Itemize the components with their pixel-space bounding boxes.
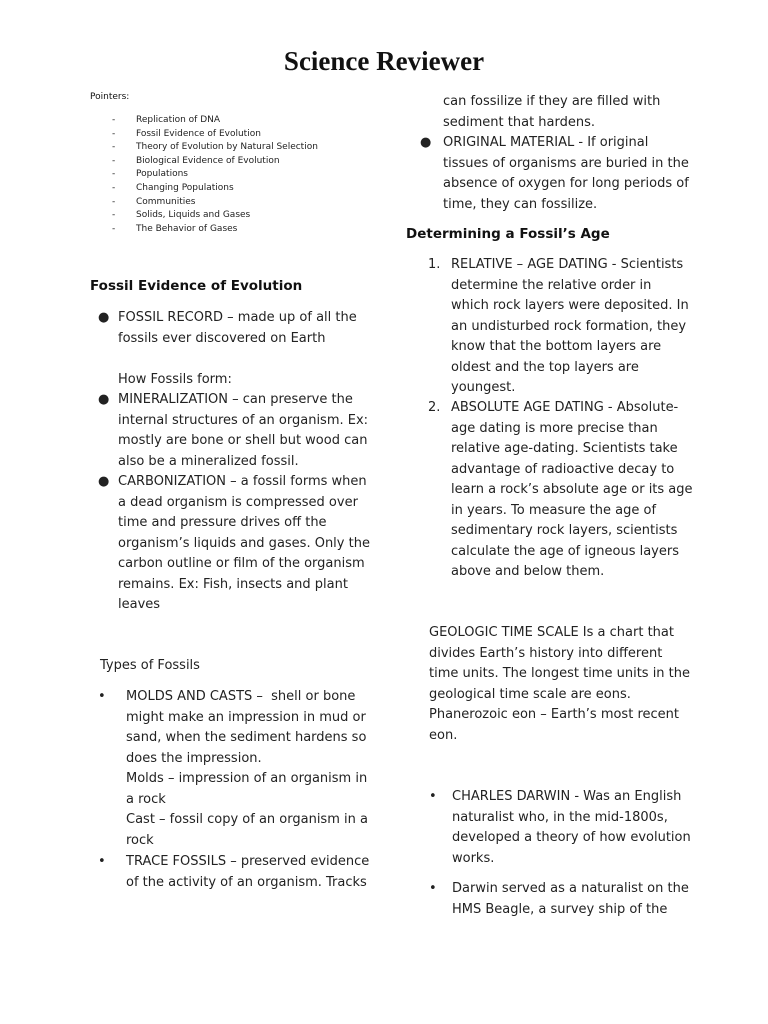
text-line: carbon outline or film of the organism — [118, 556, 365, 571]
pointer-item: - The Behavior of Gases — [112, 223, 318, 237]
list-number: 2. — [428, 400, 441, 415]
text-line: time, they can fossilize. — [443, 196, 598, 212]
pointers-label: Pointers: — [90, 92, 130, 102]
text-line: developed a theory of how evolution — [452, 830, 691, 845]
text-line: oldest and the top layers are — [451, 359, 639, 375]
text-line: leaves — [118, 597, 161, 612]
text-line: youngest. — [451, 380, 516, 395]
pointer-item: - Fossil Evidence of Evolution — [112, 128, 318, 142]
page-title: Science Reviewer — [283, 46, 485, 76]
text-line: tissues of organisms are buried in the — [443, 155, 689, 171]
text-line: time and pressure drives off the — [118, 515, 327, 530]
bullet-dot-icon: • — [98, 689, 106, 704]
pointer-item: - Biological Evidence of Evolution — [112, 155, 318, 169]
text-line: sand, when the sediment hardens so — [126, 730, 367, 745]
bullet-dot-icon: ● — [98, 474, 110, 489]
text-line: FOSSIL RECORD – made up of all the — [118, 310, 357, 325]
continued-text — [443, 92, 660, 133]
types-of-fossils-heading: Types of Fossils — [100, 658, 200, 673]
text-line: mostly are bone or shell but wood can — [118, 433, 368, 448]
text-line: TRACE FOSSILS – preserved evidence — [126, 854, 370, 869]
text-line: sedimentary rock layers, scientists — [451, 523, 678, 538]
text-line: internal structures of an organism. Ex: — [118, 412, 369, 428]
text-line: advantage of radioactive decay to — [451, 461, 675, 477]
text-line: time units. The longest time units in the — [429, 666, 691, 681]
text-line: naturalist who, in the mid-1800s, — [452, 809, 668, 825]
text-line: RELATIVE – AGE DATING - Scientists — [451, 257, 684, 272]
bullet-dot-icon: • — [429, 881, 437, 896]
text-line: MOLDS AND CASTS – shell or bone — [126, 689, 356, 704]
bullet-dot-icon: ● — [98, 310, 110, 325]
text-line: of the activity of an organism. Tracks — [126, 874, 367, 890]
text-line: learn a rock’s absolute age or its age — [451, 482, 693, 497]
text-line: a dead organism is compressed over — [118, 494, 358, 510]
text-line: Phanerozoic eon – Earth’s most recent — [429, 707, 679, 722]
text-line: HMS Beagle, a survey ship of the — [452, 901, 668, 917]
text-line: CARBONIZATION – a fossil forms when — [118, 474, 367, 489]
geologic-time-scale-text — [429, 623, 690, 746]
pointers-list — [112, 114, 318, 236]
bullet-dot-icon: • — [98, 854, 106, 869]
text-line: sediment that hardens. — [443, 114, 596, 130]
list-number: 1. — [428, 257, 441, 272]
text-line: CHARLES DARWIN - Was an English — [452, 789, 682, 804]
text-line: rock — [126, 832, 154, 848]
bullet-dot-icon: ● — [420, 135, 432, 150]
text-line: works. — [452, 850, 495, 866]
text-line: absence of oxygen for long periods of — [443, 176, 689, 191]
text-line: Cast – fossil copy of an organism in a — [126, 812, 368, 827]
pointer-item: - Changing Populations — [112, 182, 318, 196]
text-line: geological time scale are eons. — [429, 686, 631, 702]
pointer-item: - Communities — [112, 196, 318, 210]
text-line: organism’s liquids and gases. Only the — [118, 535, 370, 551]
text-line: GEOLOGIC TIME SCALE Is a chart that — [429, 625, 674, 640]
pointer-item: - Solids, Liquids and Gases — [112, 209, 318, 223]
text-line: know that the bottom layers are — [451, 339, 662, 354]
text-line: in years. To measure the age of — [451, 502, 657, 518]
fossil-age-heading: Determining a Fossil’s Age — [406, 226, 610, 242]
pointer-item: - Replication of DNA — [112, 114, 318, 128]
pointer-item: - Populations — [112, 168, 318, 182]
text-line: fossils ever discovered on Earth — [118, 330, 326, 346]
text-line: ABSOLUTE AGE DATING - Absolute- — [451, 400, 679, 415]
text-line: might make an impression in mud or — [126, 709, 366, 725]
text-line: can fossilize if they are filled with — [443, 94, 661, 109]
pointer-item: - Theory of Evolution by Natural Selection — [112, 141, 318, 155]
bullet-dot-icon: ● — [98, 392, 110, 407]
text-line: age dating is more precise than — [451, 420, 658, 436]
text-line: an undisturbed rock formation, they — [451, 318, 687, 334]
text-line: calculate the age of igneous layers — [451, 543, 679, 559]
text-line: eon. — [429, 727, 458, 743]
text-line: which rock layers were deposited. In — [451, 298, 689, 313]
text-line: also be a mineralized fossil. — [118, 453, 299, 469]
bullet-dot-icon: • — [429, 789, 437, 804]
fossil-evidence-heading: Fossil Evidence of Evolution — [90, 278, 303, 294]
text-line: ORIGINAL MATERIAL - If original — [443, 135, 649, 150]
text-line: relative age-dating. Scientists take — [451, 441, 678, 456]
text-line: above and below them. — [451, 564, 605, 579]
how-fossils-form-label: How Fossils form: — [118, 372, 232, 387]
text-line: MINERALIZATION – can preserve the — [118, 392, 353, 407]
text-line: Molds – impression of an organism in — [126, 771, 368, 786]
text-line: divides Earth’s history into different — [429, 645, 663, 661]
text-line: does the impression. — [126, 750, 262, 766]
text-line: Darwin served as a naturalist on the — [452, 881, 689, 896]
text-line: a rock — [126, 791, 166, 807]
text-line: remains. Ex: Fish, insects and plant — [118, 576, 348, 592]
text-line: determine the relative order in — [451, 277, 652, 293]
